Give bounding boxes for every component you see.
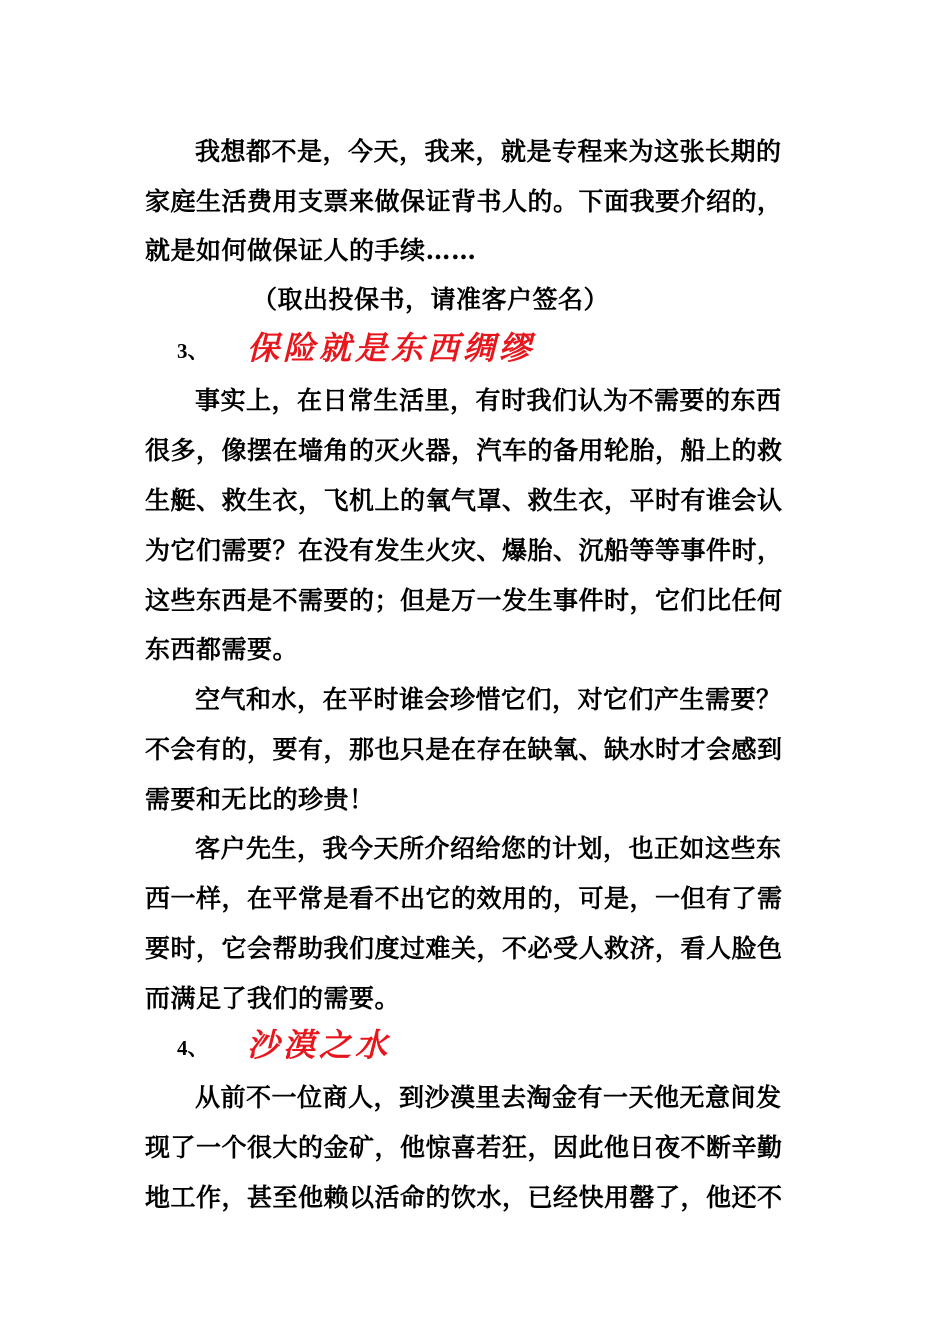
text-line: 地工作，甚至他赖以活命的饮水，已经快用罄了，他还不 <box>145 1183 783 1212</box>
text-line: 客户先生，我今天所介绍给您的计划，也正如这些东 <box>195 834 782 863</box>
text-line: 就是如何做保证人的手续…… <box>145 236 477 265</box>
section-number: 3、 <box>177 339 209 363</box>
text-line: 我想都不是，今天，我来，就是专程来为这张长期的 <box>195 137 782 166</box>
parenthetical-note: （取出投保书，请准客户签名） <box>252 285 610 314</box>
text-line: 现了一个很大的金矿，他惊喜若狂，因此他日夜不断辛勤 <box>145 1133 783 1162</box>
section-title: 沙漠之水 <box>247 1026 392 1064</box>
text-line: 空气和水，在平时谁会珍惜它们，对它们产生需要？ <box>195 685 782 714</box>
text-line: 西一样，在平常是看不出它的效用的，可是，一但有了需 <box>145 884 783 913</box>
text-line: 要时，它会帮助我们度过难关，不必受人救济，看人脸色 <box>145 934 783 963</box>
text-line: 需要和无比的珍贵！ <box>145 785 375 814</box>
text-line: 这些东西是不需要的；但是万一发生事件时，它们比任何 <box>145 586 783 615</box>
section-number: 4、 <box>177 1036 209 1060</box>
section-title: 保险就是东西绸缪 <box>247 329 536 367</box>
text-line: 家庭生活费用支票来做保证背书人的。下面我要介绍的， <box>145 187 783 216</box>
text-line: 从前不一位商人，到沙漠里去淘金有一天他无意间发 <box>195 1083 782 1112</box>
text-line: 而满足了我们的需要。 <box>145 984 401 1013</box>
text-line: 很多，像摆在墙角的灭火器，汽车的备用轮胎，船上的救 <box>145 436 783 465</box>
text-line: 事实上，在日常生活里，有时我们认为不需要的东西 <box>195 386 782 415</box>
text-line: 不会有的，要有，那也只是在存在缺氧、缺水时才会感到 <box>145 735 783 764</box>
text-line: 生艇、救生衣，飞机上的氧气罩、救生衣，平时有谁会认 <box>145 486 783 515</box>
text-line: 为它们需要？在没有发生火灾、爆胎、沉船等等事件时， <box>145 536 783 565</box>
text-line: 东西都需要。 <box>145 635 299 664</box>
